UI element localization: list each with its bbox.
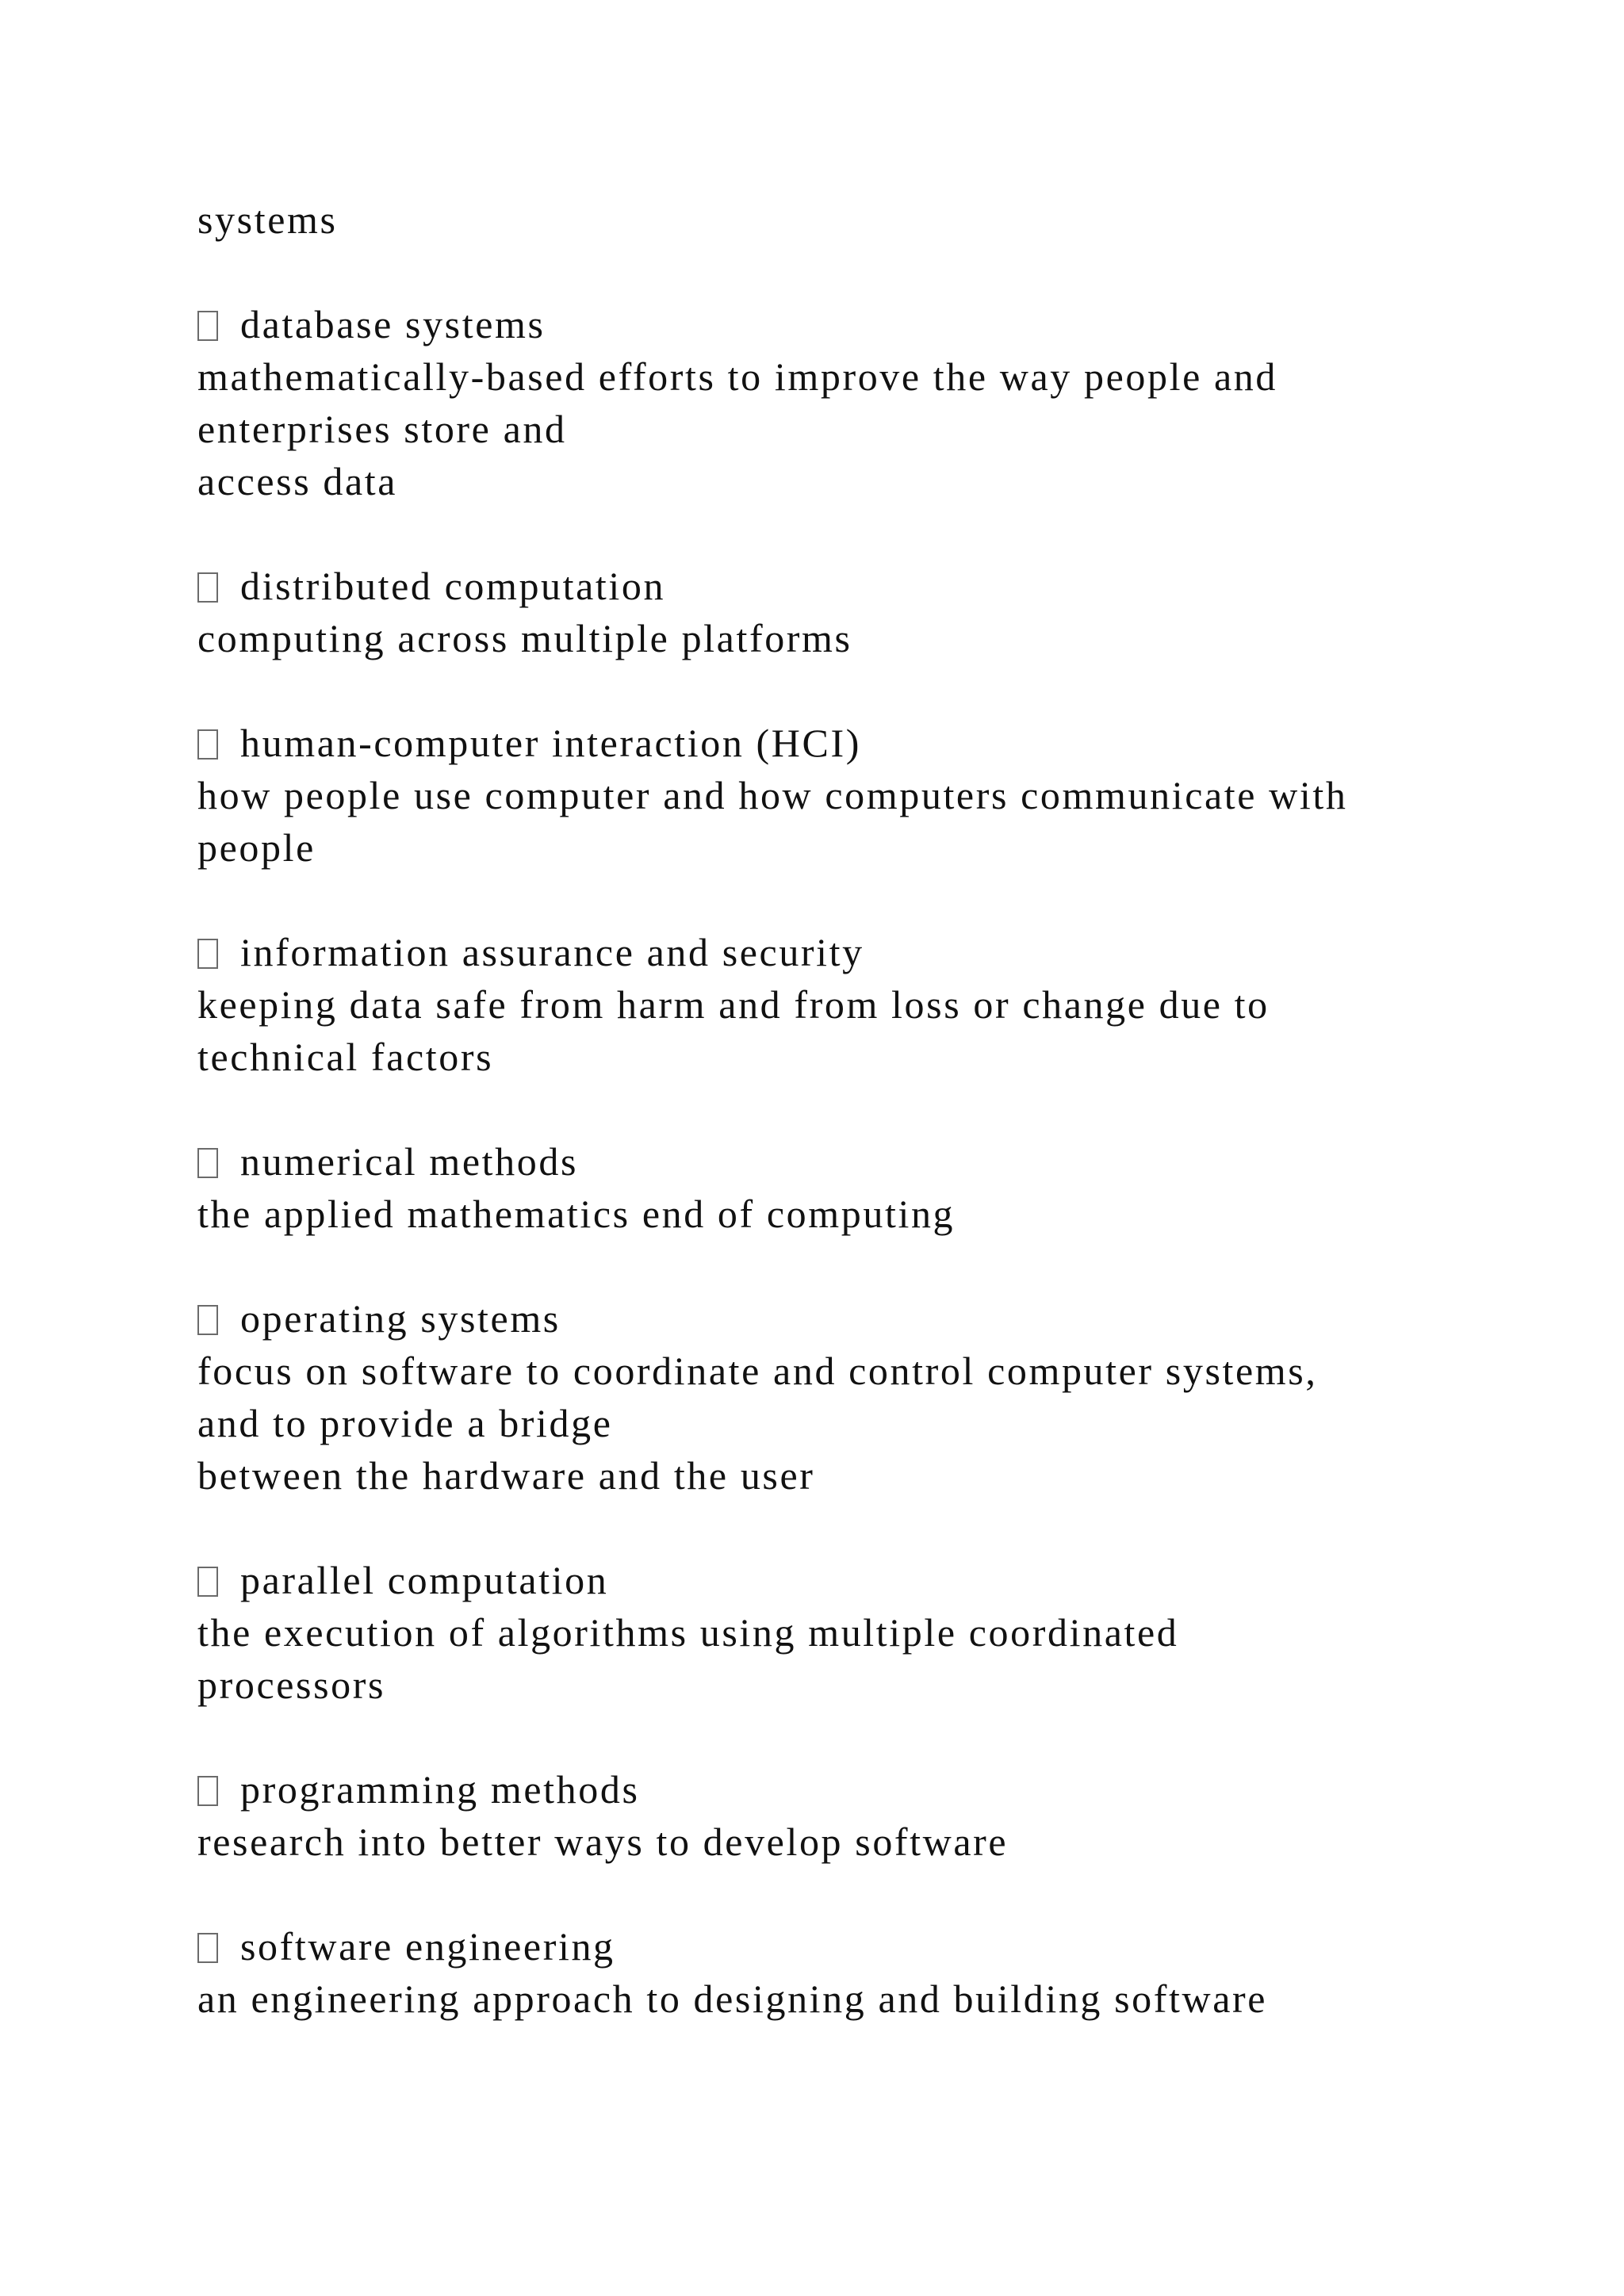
- entry-term: programming methods: [240, 1767, 640, 1812]
- entry-description-line: technical factors: [197, 1035, 494, 1079]
- missing-glyph-bullet-icon: [197, 572, 218, 603]
- entry-description-line: focus on software to coordinate and control computer systems,: [197, 1349, 1318, 1393]
- entry-term-line: [197, 298, 1506, 350]
- entry-description-line: people: [197, 825, 316, 870]
- entry-description-line: access data: [197, 459, 398, 503]
- missing-glyph-bullet-icon: [197, 1776, 218, 1806]
- entry-term: human-computer interaction (HCI): [240, 721, 861, 765]
- entry-term: database systems: [240, 302, 546, 346]
- missing-glyph-bullet-icon: [197, 939, 218, 969]
- list-item: [197, 1920, 1506, 2025]
- entry-description-line: computing across multiple platforms: [197, 616, 852, 660]
- entry-term: parallel computation: [240, 1558, 609, 1602]
- entry-term-line: [197, 1135, 1506, 1188]
- missing-glyph-bullet-icon: [197, 1567, 218, 1597]
- list-item: [197, 1554, 1506, 1711]
- entry-term-line: [197, 1292, 1506, 1345]
- missing-glyph-bullet-icon: [197, 729, 218, 760]
- intro-line: systems: [197, 197, 338, 242]
- missing-glyph-bullet-icon: [197, 1305, 218, 1335]
- list-item: [197, 1135, 1506, 1240]
- entry-description-line: processors: [197, 1663, 386, 1707]
- entry-description-line: keeping data safe from harm and from loss or change due to: [197, 982, 1270, 1027]
- list-item: [197, 717, 1506, 874]
- entry-description-line: an engineering approach to designing and building software: [197, 1976, 1268, 2021]
- entry-term: software engineering: [240, 1924, 615, 1969]
- entry-term-line: [197, 560, 1506, 612]
- list-item: [197, 560, 1506, 664]
- list-item: [197, 926, 1506, 1083]
- entry-description-line: how people use computer and how computers communicate with: [197, 773, 1348, 817]
- missing-glyph-bullet-icon: [197, 1148, 218, 1178]
- entry-term: numerical methods: [240, 1139, 579, 1184]
- entry-term: information assurance and security: [240, 930, 864, 974]
- entry-term-line: [197, 1763, 1506, 1816]
- list-item: [197, 1292, 1506, 1502]
- list-item: [197, 298, 1506, 507]
- entry-term-line: [197, 1554, 1506, 1606]
- list-item: [197, 1763, 1506, 1868]
- entry-description-line: between the hardware and the user: [197, 1453, 815, 1498]
- entry-description-line: enterprises store and: [197, 407, 567, 451]
- entry-term-line: [197, 1920, 1506, 1973]
- entry-description-line: and to provide a bridge: [197, 1401, 613, 1445]
- entry-description-line: the applied mathematics end of computing: [197, 1192, 956, 1236]
- entry-description-line: mathematically-based efforts to improve the way people and: [197, 354, 1277, 399]
- missing-glyph-bullet-icon: [197, 1933, 218, 1963]
- entry-description-line: research into better ways to develop software: [197, 1820, 1009, 1864]
- entry-term: distributed computation: [240, 564, 666, 608]
- entry-term-line: [197, 926, 1506, 978]
- entry-description-line: the execution of algorithms using multiple coordinated: [197, 1610, 1179, 1655]
- entry-list: [197, 298, 1506, 2025]
- entry-term: operating systems: [240, 1296, 561, 1341]
- missing-glyph-bullet-icon: [197, 311, 218, 341]
- entry-term-line: [197, 717, 1506, 769]
- document-body: [197, 193, 1506, 2025]
